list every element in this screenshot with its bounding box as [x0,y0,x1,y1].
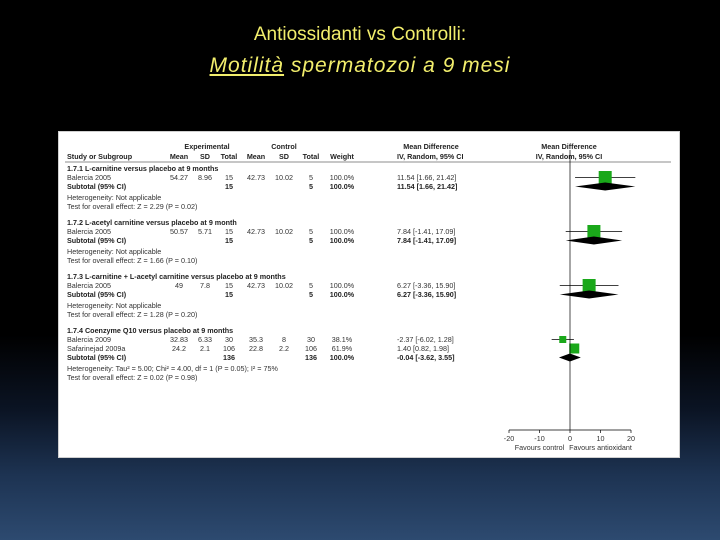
study-square [559,336,566,343]
subtotal-weight: 100.0% [329,353,355,362]
study-weight: 100.0% [329,173,355,182]
slide-subtitle [0,54,720,78]
study-total-exp: 30 [225,335,233,344]
x-tick-label: 20 [627,434,635,443]
header-method-right: IV, Random, 95% CI [535,152,603,161]
heterogeneity-text: Heterogeneity: Tau² = 5.00; Chi² = 4.00, df = 1 (P = 0.05); I² = 75% [67,364,278,373]
study-mean-ctrl: 42.73 [247,227,265,236]
study-total-exp: 15 [225,281,233,290]
subtotal-total-exp: 136 [223,353,235,362]
subtotal-weight: 100.0% [329,290,355,299]
header-sd-ctrl: SD [279,152,289,161]
favours-control-label: Favours control [514,443,565,452]
study-sd-exp: 7.8 [200,281,210,290]
study-mean-ctrl: 42.73 [247,281,265,290]
overall-effect-text: Test for overall effect: Z = 2.29 (P = 0.02) [67,202,198,211]
study-square [569,344,579,354]
subtitle-underlined: Motilità [209,54,285,77]
overall-effect-text: Test for overall effect: Z = 0.02 (P = 0.98) [67,373,198,382]
header-sd-exp: SD [200,152,210,161]
header-method-left: IV, Random, 95% CI [397,152,464,161]
study-mean-exp: 49 [175,281,183,290]
study-sd-exp: 6.33 [198,335,212,344]
overall-effect-text: Test for overall effect: Z = 1.28 (P = 0.20) [67,310,198,319]
study-ci: 6.27 [-3.36, 15.90] [397,281,456,290]
subtotal-total-ctrl: 5 [309,182,313,191]
subtotal-label: Subtotal (95% CI) [67,290,127,299]
study-sd-ctrl: 10.02 [275,227,293,236]
header-mean-exp: Mean [169,152,189,161]
subtitle-rest: spermatozoi a 9 mesi [284,54,511,77]
study-weight: 61.9% [331,344,353,353]
study-sd-ctrl: 2.2 [279,344,289,353]
study-sd-ctrl: 8 [282,335,286,344]
study-mean-ctrl: 42.73 [247,173,265,182]
x-tick-label: -20 [503,434,515,443]
subtotal-ci: -0.04 [-3.62, 3.55] [397,353,455,362]
study-sd-ctrl: 10.02 [275,281,293,290]
study-sd-ctrl: 10.02 [275,173,293,182]
header-md-left: Mean Difference [403,142,459,151]
subtotal-weight: 100.0% [329,236,355,245]
header-total-exp: Total [220,152,238,161]
study-sd-exp: 8.96 [198,173,212,182]
study-total-ctrl: 5 [309,281,313,290]
header-experimental: Experimental [184,142,230,151]
subtotal-label: Subtotal (95% CI) [67,236,127,245]
subtotal-ci: 11.54 [1.66, 21.42] [397,182,458,191]
study-mean-exp: 24.2 [172,344,186,353]
study-mean-exp: 54.27 [170,173,188,182]
slide-title: Antiossidanti vs Controlli: [253,24,467,45]
study-weight: 100.0% [329,227,355,236]
study-mean-ctrl: 22.8 [249,344,263,353]
subtotal-ci: 6.27 [-3.36, 15.90] [397,290,457,299]
study-name: Balercia 2005 [67,281,111,290]
study-name: Balercia 2005 [67,227,111,236]
study-mean-exp: 50.57 [170,227,188,236]
study-total-ctrl: 30 [307,335,315,344]
subtotal-label: Subtotal (95% CI) [67,353,127,362]
study-square [587,225,600,238]
subtotal-total-ctrl: 5 [309,290,313,299]
subtotal-diamond [575,183,635,191]
subtotal-diamond [566,237,622,245]
study-square [583,279,596,292]
subtotal-label: Subtotal (95% CI) [67,182,127,191]
header-md-right: Mean Difference [541,142,597,151]
subtotal-ci: 7.84 [-1.41, 17.09] [397,236,457,245]
header-control: Control [271,142,297,151]
header-weight: Weight [330,152,354,161]
study-mean-ctrl: 35.3 [249,335,263,344]
subtotal-weight: 100.0% [329,182,355,191]
forest-plot-panel [58,131,680,458]
study-ci: 11.54 [1.66, 21.42] [397,173,457,182]
forest-plot [59,132,679,457]
study-ci: -2.37 [-6.02, 1.28] [397,335,454,344]
subtotal-total-exp: 15 [225,236,233,245]
study-name: Balercia 2009 [67,335,111,344]
study-total-ctrl: 106 [305,344,317,353]
heterogeneity-text: Heterogeneity: Not applicable [67,247,162,256]
header-study: Study or Subgroup [67,152,133,161]
study-sd-exp: 2.1 [200,344,210,353]
study-total-ctrl: 5 [309,173,313,182]
study-mean-exp: 32.83 [170,335,188,344]
study-ci: 7.84 [-1.41, 17.09] [397,227,456,236]
group-title: 1.7.1 L-carnitine versus placebo at 9 months [67,164,219,173]
study-square [599,171,612,184]
group-title: 1.7.2 L-acetyl carnitine versus placebo at 9 month [67,218,237,227]
x-tick-label: 10 [596,434,605,443]
study-sd-exp: 5.71 [198,227,212,236]
study-total-exp: 106 [223,344,235,353]
overall-effect-text: Test for overall effect: Z = 1.66 (P = 0.10) [67,256,198,265]
heterogeneity-text: Heterogeneity: Not applicable [67,193,162,202]
header-mean-ctrl: Mean [246,152,266,161]
heterogeneity-text: Heterogeneity: Not applicable [67,301,162,310]
study-ci: 1.40 [0.82, 1.98] [397,344,449,353]
x-tick-label: 0 [568,434,572,443]
study-total-exp: 15 [225,173,233,182]
study-weight: 38.1% [331,335,353,344]
study-name: Safarinejad 2009a [67,344,126,353]
study-total-exp: 15 [225,227,233,236]
subtotal-total-ctrl: 5 [309,236,313,245]
group-title: 1.7.3 L-carnitine + L-acetyl carnitine versus placebo at 9 months [67,272,286,281]
study-weight: 100.0% [329,281,355,290]
subtotal-diamond [560,291,619,299]
subtotal-total-exp: 15 [225,182,233,191]
subtotal-total-ctrl: 136 [305,353,317,362]
header-total-ctrl: Total [302,152,320,161]
study-name: Balercia 2005 [67,173,111,182]
x-tick-label: -10 [534,434,545,443]
favours-antioxidant-label: Favours antioxidant [569,443,632,452]
group-title: 1.7.4 Coenzyme Q10 versus placebo at 9 months [67,326,234,335]
subtotal-total-exp: 15 [225,290,233,299]
study-total-ctrl: 5 [309,227,313,236]
